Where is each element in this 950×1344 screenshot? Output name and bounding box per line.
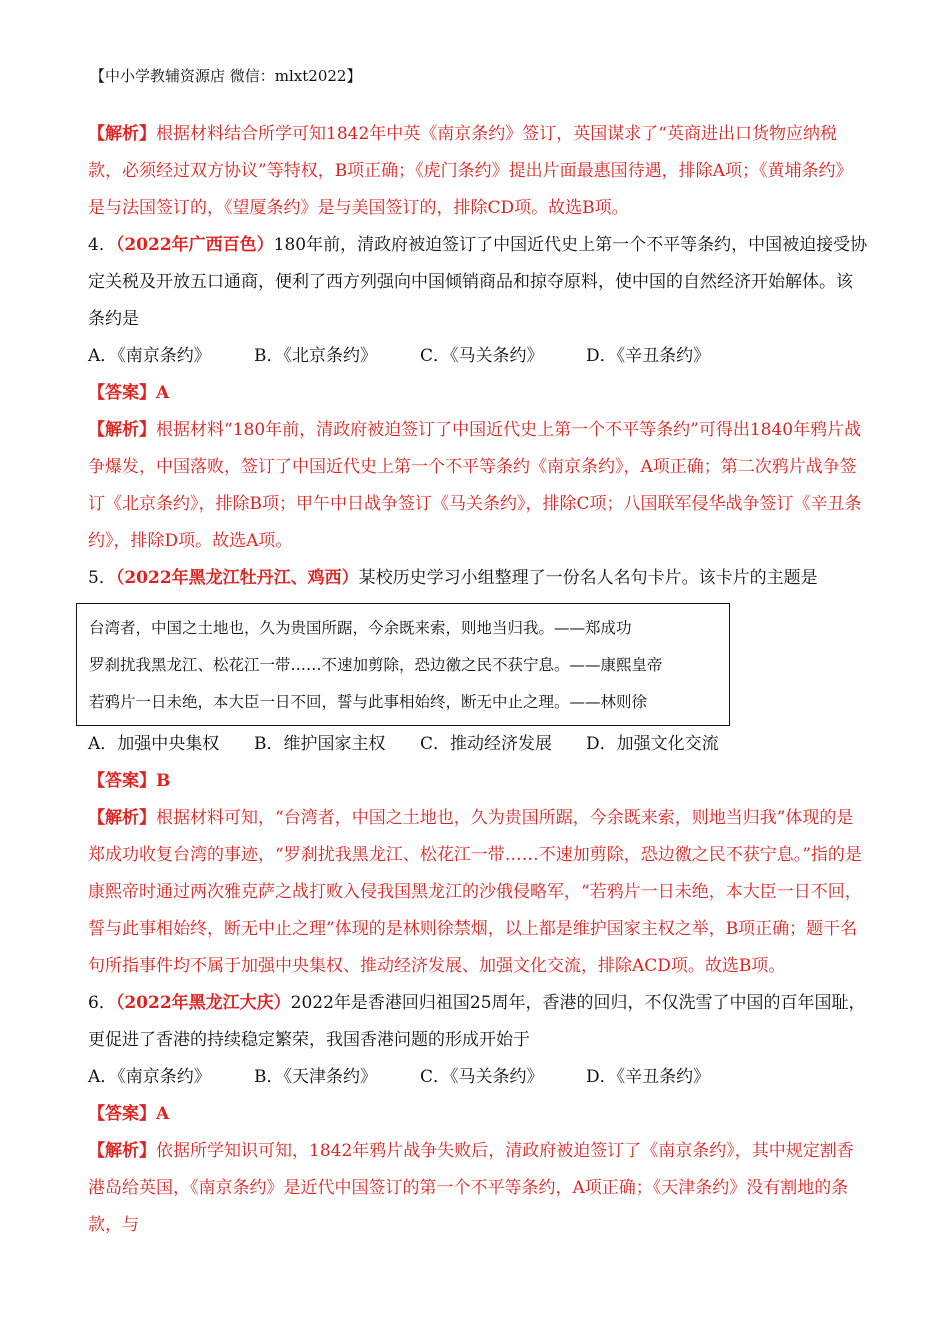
option-d: D．《辛丑条约》: [586, 346, 711, 366]
question-number: 5．: [88, 568, 116, 588]
analysis-q3: [88, 116, 868, 227]
question-number: 4．: [88, 235, 116, 255]
question-4: [88, 227, 868, 338]
analysis-text: 根据材料“180年前，清政府被迫签订了中国近代史上第一个不平等条约”可得出1840年鸦片战争爆发，中国落败，签订了中国近代史上第一个不平等条约《南京条约》，A项正确；第二次鸦片战争签订《北京条约》，排除B项；甲午中日战争签订《马关条约》，排除C项；八国联军侵华战争签订《辛丑条约》，排除D项。故选A项。: [88, 420, 862, 551]
question-source: （2022年黑龙江牡丹江、鸡西）: [115, 568, 359, 588]
answer-q5: 【答案】B: [88, 771, 171, 791]
option-b: B．《天津条约》: [254, 1067, 377, 1087]
watermark-header: 【中小学教辅资源店 微信：mlxt2022】: [90, 67, 362, 85]
quote-line: 台湾者，中国之土地也，久为贵国所踞，今余既来索，则地当归我。——郑成功: [89, 619, 632, 637]
option-a: A．《南京条约》: [88, 1067, 211, 1087]
analysis-label: 【解析】: [88, 124, 156, 144]
option-c: C．《马关条约》: [420, 1067, 544, 1087]
question-source: （2022年黑龙江大庆）: [115, 993, 291, 1013]
options-q5: [88, 726, 868, 763]
option-a: A．加强中央集权: [88, 734, 220, 754]
analysis-text: 依据所学知识可知，1842年鸦片战争失败后，清政府被迫签订了《南京条约》，其中规定割香港岛给英国，《南京条约》是近代中国签订的第一个不平等条约，A项正确；《天津条约》没有割地的条款，与: [88, 1141, 854, 1235]
option-a: A．《南京条约》: [88, 346, 211, 366]
analysis-q4: [88, 412, 868, 560]
question-source: （2022年广西百色）: [115, 235, 274, 255]
answer-q6: 【答案】A: [88, 1104, 170, 1124]
option-b: B．维护国家主权: [254, 734, 386, 754]
quote-line: 罗刹扰我黑龙江、松花江一带……不速加剪除，恐边徼之民不获宁息。——康熙皇帝: [89, 656, 663, 674]
question-stem: 2022年是香港回归祖国25周年，香港的回归，不仅洗雪了中国的百年国耻，更促进了香港的持续稳定繁荣，我国香港问题的形成开始于: [88, 993, 866, 1050]
question-stem: 180年前，清政府被迫签订了中国近代史上第一个不平等条约，中国被迫接受协定关税及开放五口通商，便利了西方列强向中国倾销商品和掠夺原料，使中国的自然经济开始解体。该条约是: [88, 235, 868, 329]
document-body: [88, 116, 868, 1244]
option-c: C．《马关条约》: [420, 346, 544, 366]
options-q4: [88, 338, 868, 375]
option-d: D．加强文化交流: [586, 734, 719, 754]
analysis-text: 根据材料结合所学可知1842年中英《南京条约》签订，英国谋求了“英商进出口货物应纳税款，必须经过双方协议”等特权，B项正确；《虎门条约》提出片面最惠国待遇，排除A项；《黄埔条约》是与法国签订的，《望厦条约》是与美国签订的，排除CD项。故选B项。: [88, 124, 853, 218]
answer-q4: 【答案】A: [88, 383, 170, 403]
quote-line: 若鸦片一日未绝，本大臣一日不回，誓与此事相始终，断无中止之理。——林则徐: [89, 693, 648, 711]
option-b: B．《北京条约》: [254, 346, 377, 366]
question-number: 6．: [88, 993, 116, 1013]
analysis-q5: [88, 800, 868, 985]
question-stem: 某校历史学习小组整理了一份名人名句卡片。该卡片的主题是: [358, 568, 818, 588]
analysis-label: 【解析】: [88, 1141, 156, 1161]
option-c: C．推动经济发展: [420, 734, 553, 754]
analysis-q6: [88, 1133, 868, 1244]
question-6: [88, 985, 868, 1059]
options-q6: [88, 1059, 868, 1096]
question-5: [88, 560, 868, 597]
option-d: D．《辛丑条约》: [586, 1067, 711, 1087]
quote-card: [76, 603, 730, 726]
analysis-text: 根据材料可知，“台湾者，中国之土地也，久为贵国所踞，今余既来索，则地当归我”体现的是郑成功收复台湾的事迹，“罗刹扰我黑龙江、松花江一带……不速加剪除，恐边徼之民不获宁息。”指的是康熙帝时通过两次雅克萨之战打败入侵我国黑龙江的沙俄侵略军，“若鸦片一日未绝，本大臣一日不回，誓与此事相始终，断无中止之理”体现的是林则徐禁烟，以上都是维护国家主权之举，B项正确；题干名句所指事件均不属于加强中央集权、推动经济发展、加强文化交流，排除ACD项。故选B项。: [88, 808, 862, 976]
analysis-label: 【解析】: [88, 808, 156, 828]
analysis-label: 【解析】: [88, 420, 156, 440]
